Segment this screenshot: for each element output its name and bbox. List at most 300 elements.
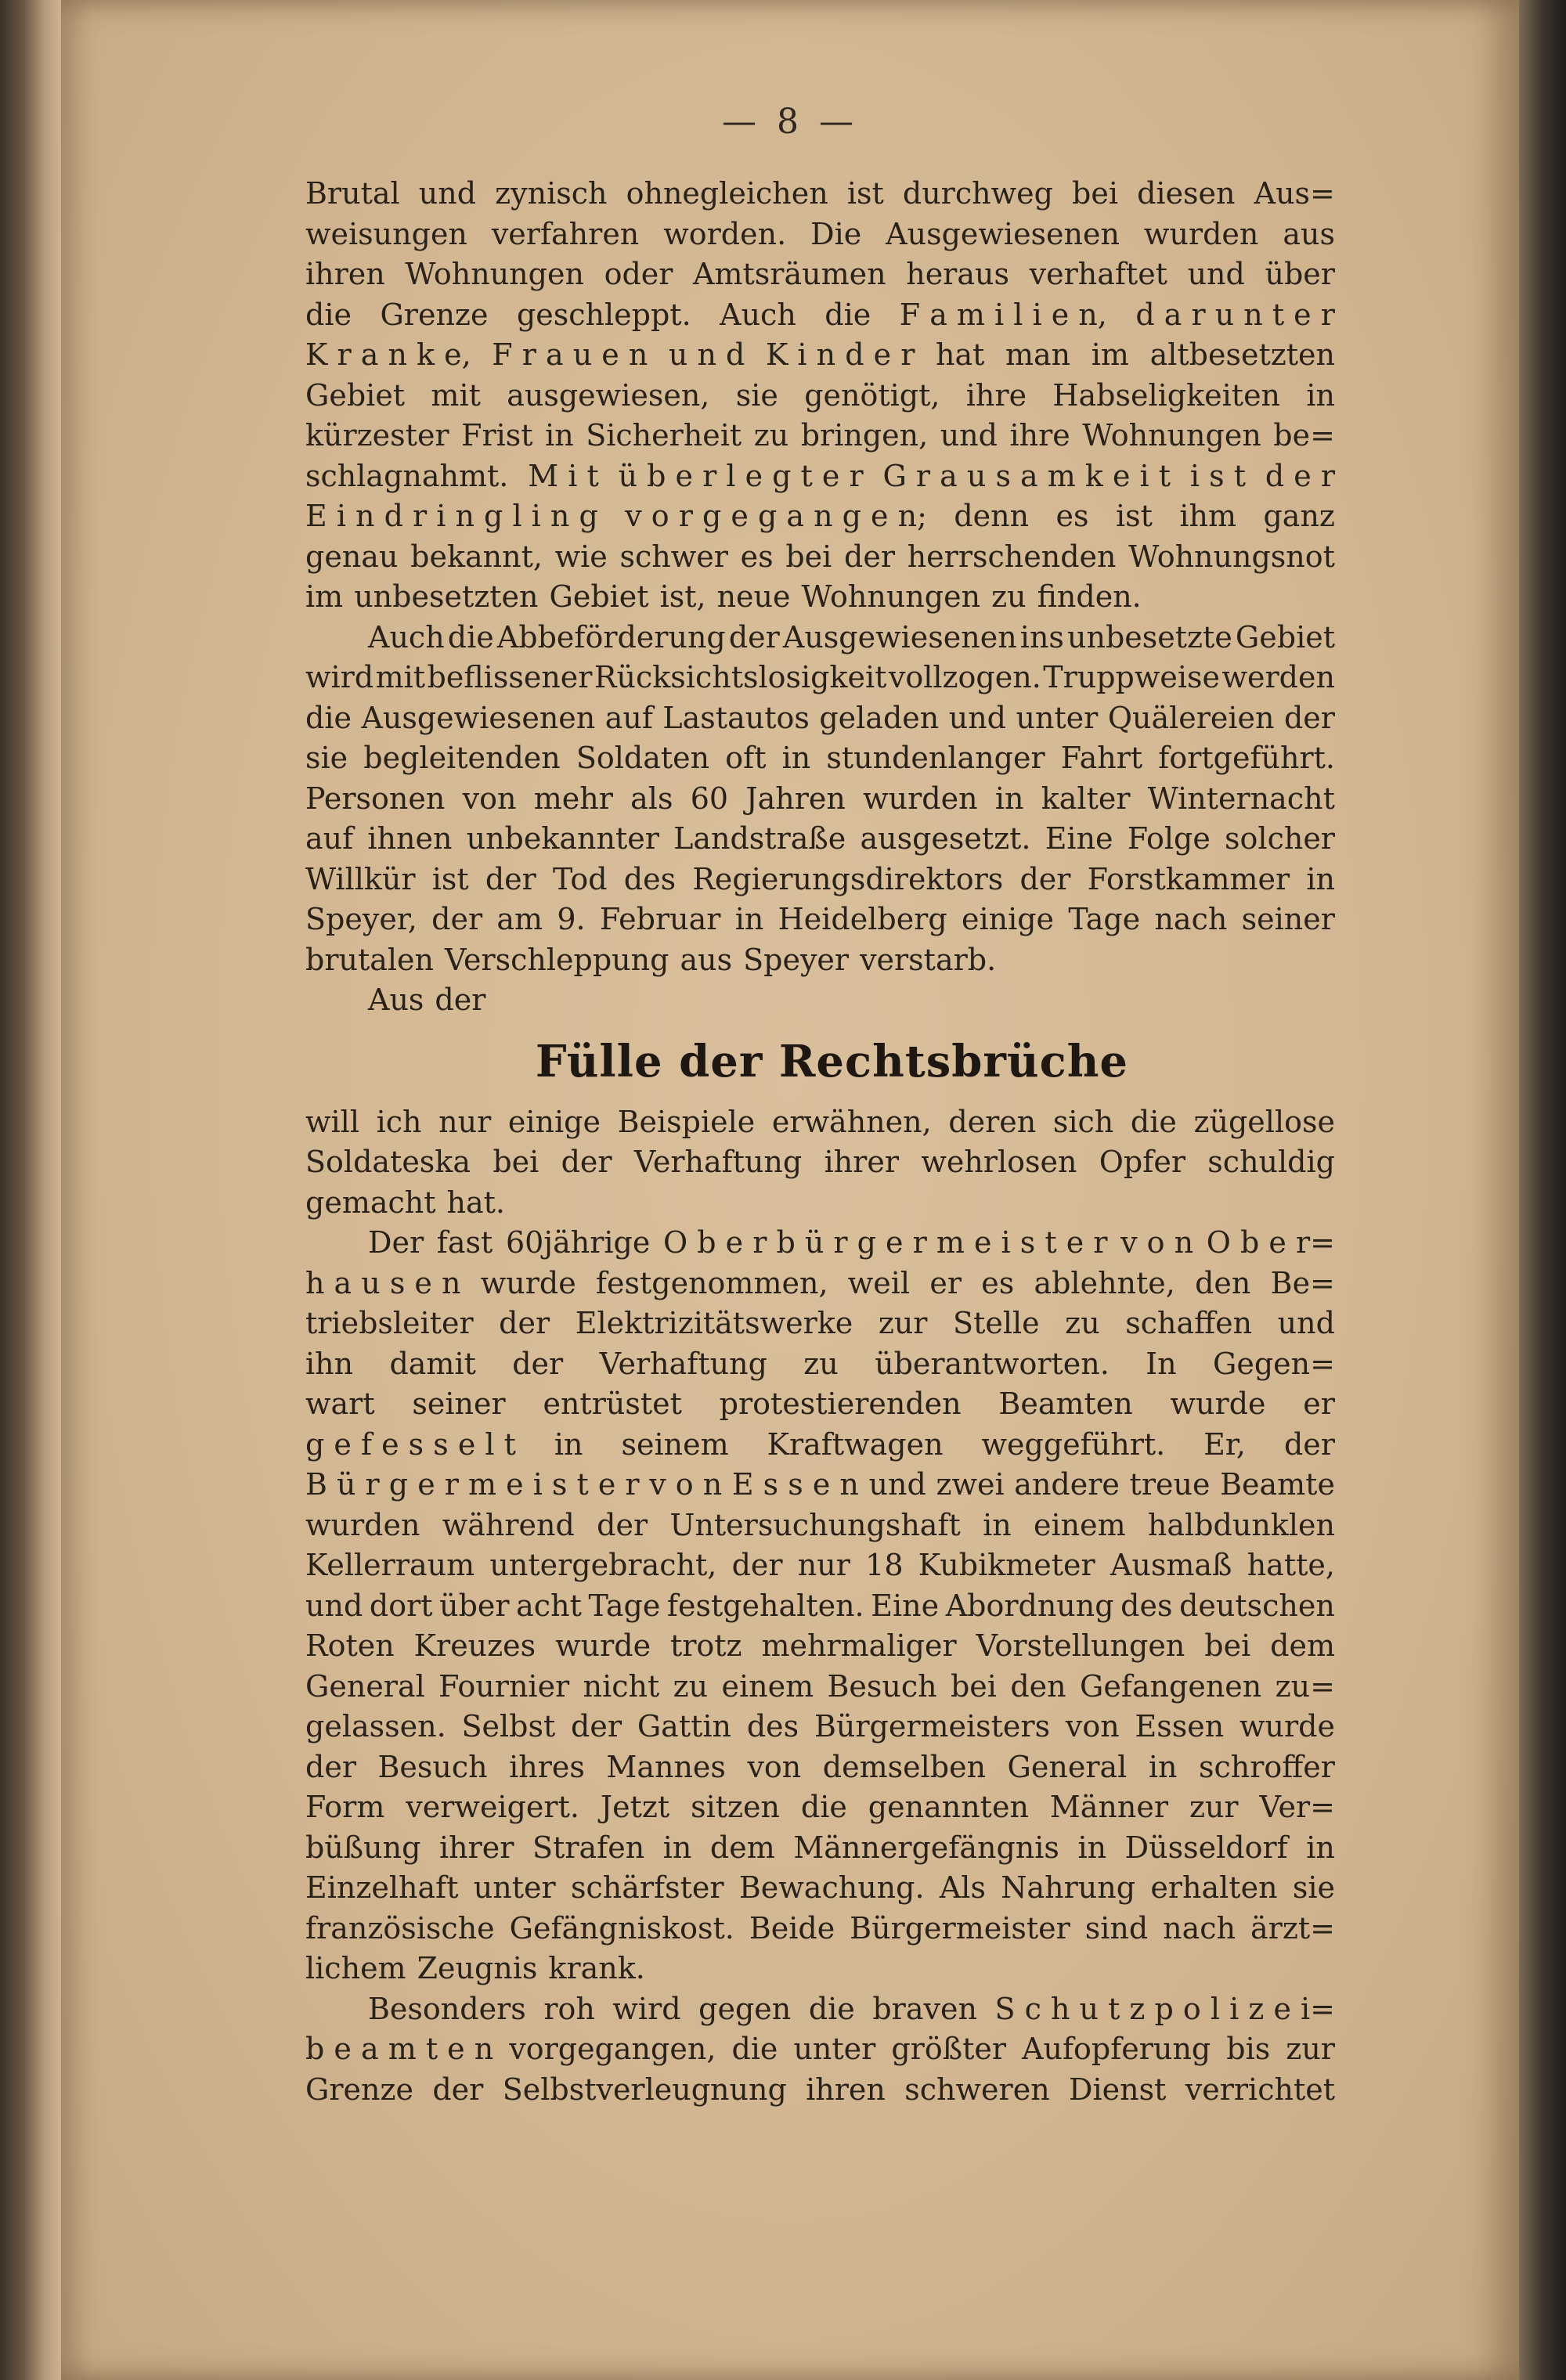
word: festgenommen,	[595, 1265, 828, 1300]
word: protestierenden	[719, 1387, 962, 1421]
word: einige	[507, 1104, 601, 1139]
word: ins	[1019, 619, 1064, 654]
word: braven	[872, 1991, 977, 2026]
word: unter	[793, 2032, 876, 2066]
text-line	[305, 1304, 1335, 1344]
word: der	[1283, 1426, 1335, 1462]
word: E i n d r i n g l i n g	[305, 499, 598, 533]
text-line	[305, 819, 1335, 860]
word: Jetzt	[600, 1790, 670, 1824]
word: Jahren	[745, 781, 846, 816]
word: sie	[305, 741, 348, 775]
word: seiner	[412, 1387, 506, 1421]
word: ist	[431, 861, 469, 896]
word: Heidelberg	[778, 902, 947, 936]
page-number: — 8 —	[722, 102, 858, 142]
word: bei	[1204, 1628, 1251, 1663]
section-heading: Fülle der Rechtsbrüche	[535, 1035, 1129, 1087]
word: durchweg	[902, 176, 1053, 211]
word: ausgewiesen,	[507, 377, 710, 413]
word: sich	[1052, 1104, 1114, 1139]
word: in	[662, 1830, 692, 1865]
word: erhalten	[1150, 1870, 1278, 1905]
word: und	[1277, 1306, 1335, 1340]
word: wird	[305, 660, 374, 694]
text-line	[305, 456, 1335, 497]
word: am	[496, 902, 543, 936]
word: Essen	[1135, 1709, 1225, 1744]
body-text	[305, 174, 1335, 2110]
word: als	[630, 781, 673, 816]
word: krank.	[548, 1951, 645, 1985]
word: ihres	[509, 1749, 585, 1784]
word: der	[435, 983, 486, 1017]
word: Kraftwagen	[767, 1426, 944, 1462]
word: ist,	[659, 579, 706, 614]
word: nur	[438, 1104, 492, 1139]
word: die	[731, 2032, 778, 2066]
document-page	[61, 0, 1519, 2380]
word: ihren	[806, 2072, 886, 2107]
word: einige	[961, 902, 1055, 936]
word: mit	[375, 660, 426, 694]
word: aus	[1283, 216, 1335, 251]
word: gemacht	[305, 1185, 436, 1220]
word: finden.	[1037, 579, 1142, 614]
word: französische	[305, 1910, 495, 1945]
word: 60jährige	[505, 1225, 651, 1260]
word: Ver=	[1259, 1790, 1335, 1824]
word: in	[1306, 377, 1335, 413]
word: andere	[1014, 1467, 1120, 1502]
word: unbesetzten	[354, 579, 539, 614]
word: d a r u n t e r	[1135, 297, 1335, 332]
word: der	[485, 861, 536, 896]
word: einem	[721, 1668, 814, 1704]
word: untergebracht,	[489, 1548, 717, 1582]
word: solcher	[1225, 821, 1335, 856]
word: in	[983, 1507, 1012, 1542]
word: F a m i l i e n,	[899, 297, 1107, 332]
word: es	[740, 539, 774, 574]
word: Forstkammer	[1087, 861, 1290, 896]
word: deutschen	[1179, 1588, 1335, 1623]
word: der	[1283, 700, 1335, 735]
word: Speyer	[743, 942, 850, 977]
word: ihrer	[824, 1145, 899, 1179]
book-binding-edge	[0, 0, 61, 2380]
word: Elektrizitätswerke	[575, 1306, 853, 1340]
text-line	[305, 1344, 1335, 1385]
word: zu	[803, 1346, 839, 1381]
text-line	[305, 416, 1335, 456]
word: brutalen	[305, 942, 435, 977]
text-line	[305, 577, 1335, 618]
word: Personen	[305, 781, 446, 816]
word: der	[499, 1306, 550, 1340]
word: größter	[891, 2032, 1007, 2066]
word: weil	[847, 1265, 911, 1300]
word: ihrer	[439, 1830, 514, 1865]
word: In	[1146, 1346, 1177, 1381]
word: v o r g e g a n g e n;	[625, 499, 927, 533]
word: in	[1306, 1830, 1335, 1865]
word: und	[305, 1588, 363, 1623]
word: unter	[1016, 700, 1099, 735]
word: Roten	[305, 1628, 395, 1663]
word: der	[512, 1346, 564, 1381]
word: stundenlanger	[826, 741, 1045, 775]
text-line	[305, 1384, 1335, 1425]
word: Verhaftung	[599, 1346, 767, 1381]
text-line	[305, 1142, 1335, 1183]
word: acht	[516, 1588, 582, 1623]
word: schaffen	[1125, 1306, 1253, 1340]
word: v o n	[649, 1467, 723, 1502]
word: nach	[1154, 902, 1228, 936]
word: wurde	[555, 1628, 651, 1663]
word: kürzester	[305, 418, 449, 453]
word: Als	[939, 1870, 986, 1905]
word: oft	[725, 741, 767, 775]
word: genannten	[868, 1790, 1029, 1824]
word: zu	[991, 579, 1027, 614]
word: lichem	[305, 1951, 406, 1985]
word: Fournier	[438, 1668, 570, 1704]
word: zur	[1286, 2032, 1335, 2066]
word: es	[1055, 499, 1089, 533]
word: wurden	[863, 781, 978, 816]
word: in	[1306, 861, 1335, 896]
word: Untersuchungshaft	[669, 1507, 961, 1542]
word: mehr	[533, 781, 613, 816]
word: h a u s e n	[305, 1265, 461, 1300]
word: Landstraße	[673, 821, 846, 856]
word: Ausgewiesenen	[886, 216, 1120, 251]
word: erwähnen,	[771, 1104, 932, 1139]
word: Wohnungen	[1082, 418, 1261, 453]
word: Vorstellungen	[976, 1628, 1185, 1663]
word: einem	[1033, 1507, 1126, 1542]
word: geladen	[819, 700, 940, 735]
word: im	[305, 579, 344, 614]
word: genötigt,	[804, 377, 940, 413]
word: Stelle	[953, 1306, 1040, 1340]
text-line	[305, 1102, 1335, 1143]
text-line	[305, 1909, 1335, 1949]
word: Soldateska	[305, 1145, 471, 1179]
word: und	[948, 700, 1006, 735]
word: unter	[473, 1870, 556, 1905]
word: Beamten	[998, 1387, 1133, 1421]
word: bei	[493, 1145, 539, 1179]
word: es	[981, 1265, 1015, 1300]
word: E s s e n	[731, 1467, 859, 1502]
word: O b e r=	[1206, 1225, 1335, 1260]
word: Gebiet	[305, 377, 406, 413]
word: Er,	[1203, 1426, 1246, 1462]
word: geschleppt.	[516, 297, 691, 332]
word: bei	[1072, 176, 1118, 211]
word: in	[781, 741, 811, 775]
word: wurden	[305, 1507, 420, 1542]
word: er	[929, 1265, 962, 1300]
word: bei	[950, 1668, 997, 1704]
text-line	[305, 980, 1335, 1021]
word: Strafen	[532, 1830, 645, 1865]
text-line	[305, 1707, 1335, 1747]
word: wurden	[1143, 216, 1259, 251]
word: ablehnte,	[1034, 1265, 1175, 1300]
word: sind	[1084, 1910, 1149, 1945]
word: der	[731, 1548, 783, 1582]
word: gegen	[698, 1991, 792, 2026]
word: Bewachung.	[738, 1870, 925, 1905]
text-block-bottom	[305, 1102, 1335, 2111]
word: büßung	[305, 1830, 421, 1865]
word: K r a n k e,	[305, 337, 471, 372]
word: bei	[785, 539, 832, 574]
word: Beispiele	[617, 1104, 756, 1139]
word: worden.	[663, 216, 787, 251]
word: über	[439, 1588, 510, 1623]
word: ihm	[1179, 499, 1237, 533]
word: wurde	[1170, 1387, 1266, 1421]
word: Soldaten	[576, 741, 710, 775]
word: von	[747, 1749, 802, 1784]
word: in	[554, 1426, 583, 1462]
text-line	[305, 1223, 1335, 1264]
word: K i n d e r	[765, 337, 915, 372]
word: Form	[305, 1790, 385, 1824]
word: Grenze	[305, 2072, 413, 2107]
word: Quälereien	[1107, 700, 1275, 735]
word: ärzt=	[1250, 1910, 1335, 1945]
word: i s t	[1189, 458, 1246, 493]
word: von	[1065, 1709, 1120, 1744]
word: im	[1091, 337, 1129, 372]
word: hat.	[446, 1185, 506, 1220]
word: die	[824, 297, 871, 332]
word: Gattin	[637, 1709, 732, 1744]
word: bis	[1226, 2032, 1271, 2066]
word: weisungen	[305, 216, 467, 251]
word: deren	[948, 1104, 1037, 1139]
word: Kellerraum	[305, 1548, 475, 1582]
word: dem	[709, 1830, 775, 1865]
word: Tage	[588, 1588, 661, 1623]
word: mit	[431, 377, 481, 413]
word: während	[442, 1507, 575, 1542]
word: und	[868, 1467, 926, 1502]
word: General	[1007, 1749, 1128, 1784]
word: B ü r g e r m e i s t e r	[305, 1467, 640, 1502]
word: und	[940, 418, 998, 453]
word: Willkür	[305, 861, 416, 896]
text-line	[305, 2070, 1335, 2111]
word: der	[728, 619, 780, 654]
word: Düsseldorf	[1124, 1830, 1288, 1865]
word: der	[305, 1749, 356, 1784]
word: Gebiet	[549, 579, 649, 614]
word: Aufopferung	[1022, 2032, 1211, 2066]
word: Tod	[553, 861, 608, 896]
word: wurde	[1239, 1709, 1335, 1744]
word: Bürgermeisters	[814, 1709, 1051, 1744]
word: der	[597, 1507, 648, 1542]
word: treue	[1129, 1467, 1211, 1502]
word: Gebiet	[1235, 619, 1335, 654]
word: festgehalten.	[666, 1588, 864, 1623]
word: be=	[1273, 418, 1335, 453]
word: ihre	[965, 377, 1027, 413]
word: Selbstverleugnung	[502, 2072, 787, 2107]
word: verstarb.	[860, 942, 997, 977]
text-line	[305, 2029, 1335, 2070]
word: hatte,	[1247, 1548, 1335, 1582]
word: der	[1019, 861, 1071, 896]
word: altbesetzten	[1149, 337, 1335, 372]
word: roh	[543, 1991, 595, 2026]
word: ihren	[305, 257, 385, 291]
word: Speyer,	[305, 902, 417, 936]
word: b e a m t e n	[305, 2032, 494, 2066]
word: die	[1130, 1104, 1177, 1139]
word: weggeführt.	[981, 1426, 1166, 1462]
word: der	[432, 2072, 484, 2107]
word: in	[734, 902, 764, 936]
word: M i t	[528, 458, 599, 493]
word: Wohnungen	[405, 257, 584, 291]
word: dort	[369, 1588, 433, 1623]
word: Wohnungsnot	[1128, 539, 1335, 574]
word: 60	[690, 781, 729, 816]
word: Besonders	[368, 1991, 526, 2026]
word: Winternacht	[1147, 781, 1335, 816]
text-line	[305, 698, 1335, 739]
word: überantworten.	[875, 1346, 1110, 1381]
word: schuldig	[1207, 1145, 1335, 1179]
word: seinem	[621, 1426, 729, 1462]
text-line	[305, 254, 1335, 295]
word: Zeugnis	[417, 1951, 538, 1985]
word: den	[1195, 1265, 1251, 1300]
word: über	[1265, 257, 1335, 291]
text-line	[305, 537, 1335, 578]
word: werden	[1221, 660, 1335, 694]
word: Gefängniskost.	[509, 1910, 734, 1945]
word: Opfer	[1099, 1145, 1185, 1179]
word: ist	[846, 176, 884, 211]
word: in	[994, 781, 1024, 816]
word: Tage	[1068, 902, 1141, 936]
word: Besuch	[377, 1749, 488, 1784]
word: schroffer	[1198, 1749, 1335, 1784]
word: ganz	[1263, 499, 1335, 533]
word: hat	[935, 337, 985, 372]
word: fast	[436, 1225, 493, 1260]
word: diesen	[1137, 176, 1236, 211]
word: verrichtet	[1185, 2072, 1335, 2107]
word: schwer	[619, 539, 728, 574]
text-line	[305, 738, 1335, 779]
word: wurde	[480, 1265, 576, 1300]
word: Ausgewiesenen	[782, 619, 1017, 654]
word: Männergefängnis	[793, 1830, 1059, 1865]
word: Gefangenen	[1079, 1668, 1262, 1704]
word: S c h u t z p o l i z e i=	[994, 1991, 1335, 2026]
word: g e f e s s e l t	[305, 1426, 516, 1462]
word: Bürgermeister	[850, 1910, 1070, 1945]
word: Auch	[720, 297, 796, 332]
word: die	[800, 1790, 847, 1824]
word: er	[1303, 1387, 1335, 1421]
word: Ausgewiesenen	[361, 700, 596, 735]
word: zügellose	[1193, 1104, 1335, 1139]
text-line	[305, 618, 1335, 658]
word: d e r	[1265, 458, 1335, 493]
word: den	[1010, 1668, 1066, 1704]
word: zwei	[936, 1467, 1005, 1502]
word: Kreuzes	[413, 1628, 536, 1663]
word: zur	[1189, 1790, 1239, 1824]
word: Be=	[1270, 1265, 1335, 1300]
text-line	[305, 1868, 1335, 1909]
text-line	[305, 1264, 1335, 1304]
word: Gegen=	[1213, 1346, 1335, 1381]
word: Brutal	[305, 176, 400, 211]
text-line	[305, 658, 1335, 698]
word: der	[561, 1145, 612, 1179]
word: des	[746, 1709, 799, 1744]
word: begleitenden	[363, 741, 561, 775]
text-line	[305, 1828, 1335, 1869]
word: Truppweise	[1043, 660, 1221, 694]
word: Eine	[871, 1588, 940, 1623]
word: Mannes	[606, 1749, 726, 1784]
word: Fahrt	[1060, 741, 1143, 775]
word: der	[431, 902, 483, 936]
word: 9.	[557, 902, 586, 936]
word: schweren	[904, 2072, 1050, 2107]
word: Lastautos	[662, 700, 810, 735]
word: bekannt,	[410, 539, 543, 574]
word: wart	[305, 1387, 375, 1421]
word: demselben	[822, 1749, 987, 1784]
word: Habseligkeiten	[1052, 377, 1281, 413]
word: will	[305, 1104, 359, 1139]
word: Verhaftung	[633, 1145, 803, 1179]
word: genau	[305, 539, 399, 574]
word: Aus	[368, 983, 424, 1017]
word: nach	[1163, 1910, 1236, 1945]
word: Sicherheit	[586, 418, 742, 453]
text-line	[305, 1506, 1335, 1546]
word: kalter	[1041, 781, 1131, 816]
word: Selbst	[461, 1709, 556, 1744]
word: der	[571, 1709, 622, 1744]
word: Februar	[599, 902, 721, 936]
word: man	[1005, 337, 1071, 372]
word: in	[1148, 1749, 1178, 1784]
word: G r a u s a m k e i t	[882, 458, 1171, 493]
text-line	[305, 779, 1335, 820]
word: fortgeführt.	[1158, 741, 1335, 775]
word: ü b e r l e g t e r	[618, 458, 864, 493]
text-line	[305, 1949, 1335, 1989]
word: ohnegleichen	[626, 176, 828, 211]
word: Dienst	[1069, 2072, 1167, 2107]
